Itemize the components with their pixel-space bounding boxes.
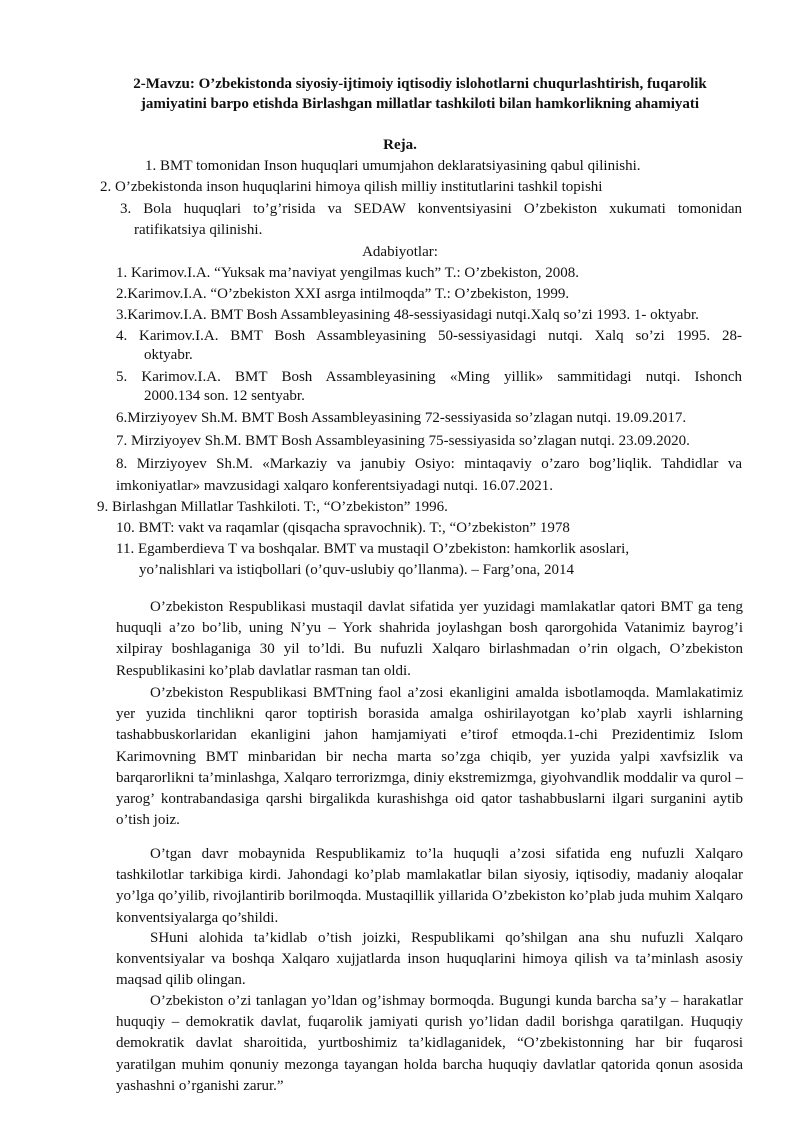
literature-item-continuation: 2000.134 son. 12 sentyabr. [144,388,305,404]
literature-item: 5. Karimov.I.A. BMT Bosh Assambleyasining «Ming yillik» sammitidagi nutqi. Ishonch [116,369,742,385]
plan-heading: Reja. [383,137,417,153]
literature-heading: Adabiyotlar: [362,244,438,260]
body-paragraph: O’zbekiston o’zi tanlagan yo’ldan og’ishmay bormoqda. Bugungi kunda barcha sa’y – harakatlar huquqiy – demokratik davlat, fuqarolik jamiyati qurish yo’lidan dadil borishga qaratilgan. Huquqiy demokratik davlat sharoitida, yurtboshimiz ta’kidlaganidek, “O’zbekistonning har bir fuqarosi yaratilgan muhim qonuniy mezonga tayangan holda barcha huquqiy davlatlar qatorida qonun asosida yashashni o’rganishi zarur.” [116,993,743,1094]
body-paragraph: O’tgan davr mobaynida Respublikamiz to’la huquqli a’zosi sifatida eng nufuzli Xalqaro tashkilotlar tarkibiga kirdi. Jahondagi ko’plab mamlakatlar bilan siyosiy, iqtisodiy, madaniy aloqalar yo’lga qo’yilib, rivojlantirib borilmoqda. Mustaqillik yillarida O’zbekiston ko’plab juda muhim Xalqaro konventsiyalarga qo’shildi. [116,846,743,926]
literature-item-continuation: oktyabr. [144,347,193,363]
body-paragraph: SHuni alohida ta’kidlab o’tish joizki, Respublikami qo’shilgan ana shu nufuzli Xalqaro konventsiyalar va boshqa Xalqaro xujjatlarda inson huquqlarini himoya qilish va ta’minlash asosiy maqsad qilib olingan. [116,930,743,989]
literature-item: 3.Karimov.I.A. BMT Bosh Assambleyasining 48-sessiyasidagi nutqi.Xalq so’zi 1993. 1- oktyabr. [116,307,699,323]
body-paragraph: O’zbekiston Respublikasi mustaqil davlat sifatida yer yuzidagi mamlakatlar qatori BMT ga teng huquqli a’zo bo’lib, uning N’yu – York shahrida joylashgan bosh qarorgohida Vatanimiz bayrog’i xilpiray boshlaganiga 30 yil to’ldi. Bu nufuzli Xalqaro birlashmadan o’rin olgach, O’zbekiston Respublikasini ko’plab davlatlar rasman tan oldi. [116,599,743,679]
document-title: 2-Mavzu: O’zbekistonda siyosiy-ijtimoiy iqtisodiy islohotlarni chuqurlashtirish, fuqarolik jamiyatini barpo etishda Birlashgan millatlar tashkiloti bilan hamkorlikning ahamiyati [133,76,707,112]
literature-item: 10. BMT: vakt va raqamlar (qisqacha spravochnik). T:, “O’zbekiston” 1978 [116,520,570,536]
plan-item: 2. O’zbekistonda inson huquqlarini himoya qilish milliy institutlarini tashkil topishi [100,179,603,195]
literature-item: 4. Karimov.I.A. BMT Bosh Assambleyasining 50-sessiyasidagi nutqi. Xalq so’zi 1995. 28- [116,328,742,344]
plan-item: 3. Bola huquqlari to’g’risida va SEDAW konventsiyasini O’zbekiston xukumati tomonidan [120,201,742,217]
literature-item: 9. Birlashgan Millatlar Tashkiloti. T:, “O’zbekiston” 1996. [97,499,448,515]
body-paragraph: O’zbekiston Respublikasi BMTning faol a’zosi ekanligini amalda isbotlamoqda. Mamlakatimiz yer yuzida tinchlikni qaror toptirish borasida amalga oshirilayotgan ko’plab xayrli ishlarning tashabbuskorlaridan ekanligini jahon hamjamiyati e’tirof etmoqda.1-chi Prezidentimiz Islom Karimovning BMT minbaridan bir necha marta so’zga chiqib, yer yuzida yalpi xavfsizlik va barqarorlikni ta’minlashga, Xalqaro terrorizmga, diniy ekstremizmga, giyohvandlik moddalir va qurol – yarog’ kontrabandasiga qarshi birgalikda kurashishga oid qator tashabbuslarni ilgari surganini aytib o’tish joiz. [116,685,743,829]
plan-item-continuation: ratifikatsiya qilinishi. [134,222,263,238]
literature-item-continuation: yo’nalishlari va istiqbollari (o’quv-uslubiy qo’llanma). – Farg’ona, 2014 [139,562,575,578]
literature-item: 2.Karimov.I.A. “O’zbekiston XXI asrga intilmoqda” T.: O’zbekiston, 1999. [116,286,570,302]
literature-item-continuation: imkoniyatlar» mavzusidagi xalqaro konferentsiyadagi nutqi. 16.07.2021. [116,478,553,494]
plan-item: 1. BMT tomonidan Inson huquqlari umumjahon deklaratsiyasining qabul qilinishi. [145,158,641,174]
literature-item: 6.Mirziyoyev Sh.M. BMT Bosh Assambleyasining 72-sessiyasida so’zlagan nutqi. 19.09.2017. [116,410,687,426]
literature-item: 1. Karimov.I.A. “Yuksak ma’naviyat yengilmas kuch” T.: O’zbekiston, 2008. [116,265,579,281]
literature-item: 11. Egamberdieva T va boshqalar. BMT va mustaqil O’zbekiston: hamkorlik asoslari, [116,541,630,557]
literature-item: 7. Mirziyoyev Sh.M. BMT Bosh Assambleyasining 75-sessiyasida so’zlagan nutqi. 23.09.2020. [116,433,690,449]
literature-item: 8. Mirziyoyev Sh.M. «Markaziy va janubiy Osiyo: mintaqaviy o’zaro bog’liqlik. Tahdidlar va [116,456,742,472]
